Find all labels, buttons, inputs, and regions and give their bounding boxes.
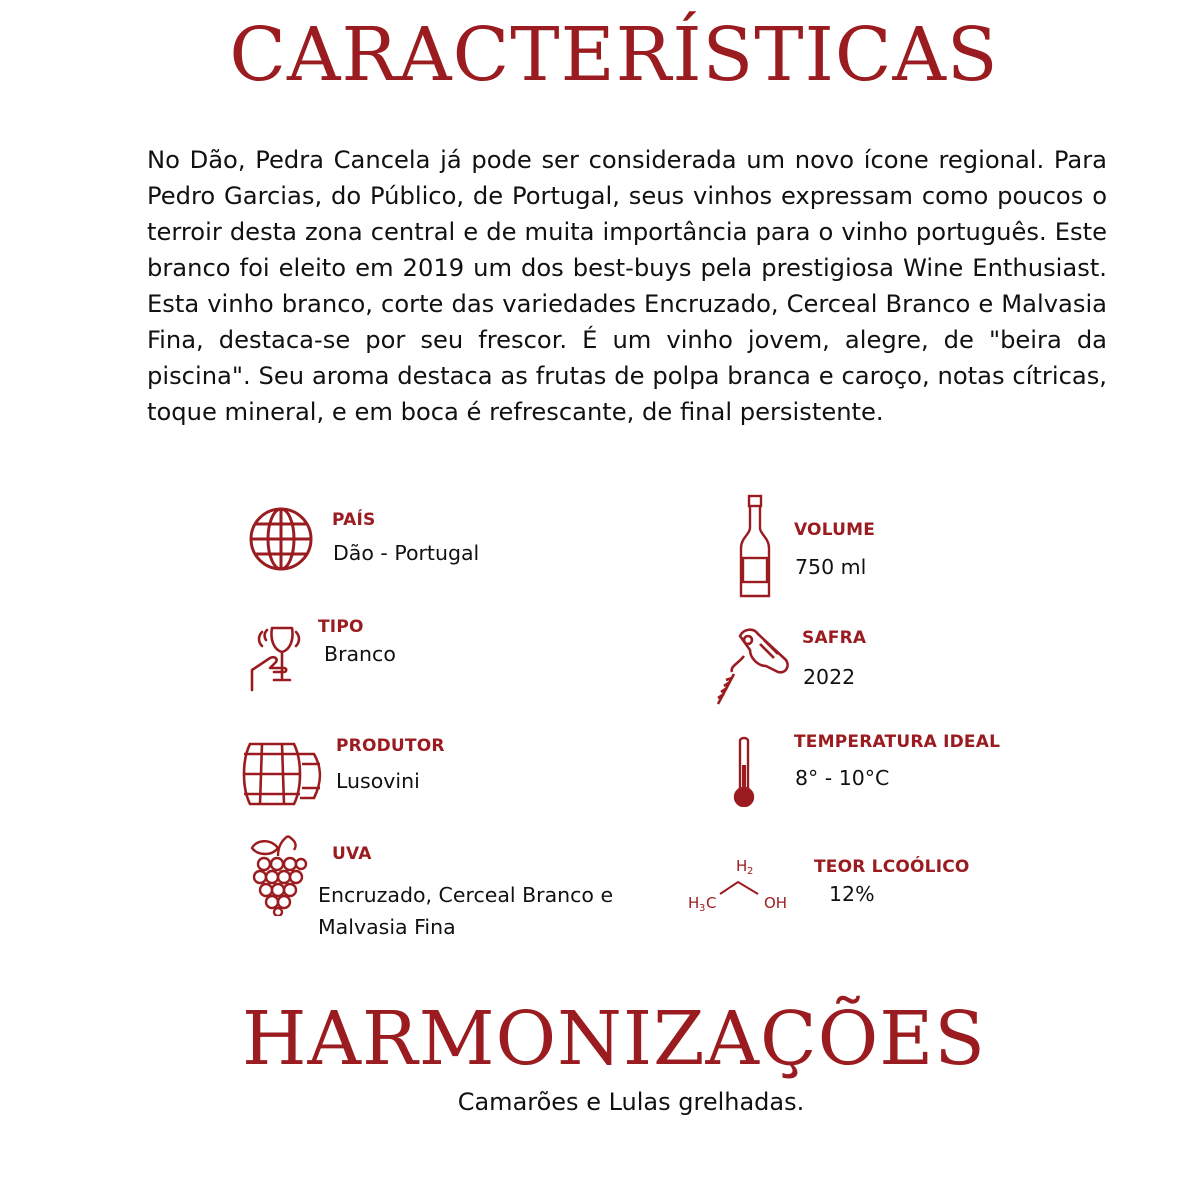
country-label: PAÍS bbox=[332, 510, 376, 530]
country-value: Dão - Portugal bbox=[333, 541, 480, 565]
ch2-h-text: H bbox=[736, 857, 748, 875]
grape-label: UVA bbox=[332, 844, 372, 864]
ch3-c-text: C bbox=[706, 894, 717, 912]
pairings-title: HARMONIZAÇÕES bbox=[242, 996, 986, 1082]
grapes-icon bbox=[248, 834, 308, 916]
ch2-sub-text: 2 bbox=[747, 866, 754, 877]
volume-label: VOLUME bbox=[794, 520, 876, 540]
grape-value: Encruzado, Cerceal Branco e Malvasia Fina bbox=[318, 883, 614, 939]
pairings-text: Camarões e Lulas grelhadas. bbox=[457, 1088, 805, 1116]
ch3-h-text: H bbox=[688, 894, 700, 912]
temperature-value: 8° - 10°C bbox=[795, 766, 890, 790]
alcohol-value: 12% bbox=[829, 882, 875, 906]
globe-icon bbox=[248, 506, 314, 572]
type-value: Branco bbox=[324, 642, 396, 666]
temperature-label: TEMPERATURA IDEAL bbox=[794, 732, 1001, 752]
oh-text: OH bbox=[764, 894, 788, 912]
type-label: TIPO bbox=[318, 617, 364, 637]
page-title: CARACTERÍSTICAS bbox=[229, 12, 999, 98]
bottle-icon bbox=[738, 494, 772, 600]
producer-value: Lusovini bbox=[336, 769, 420, 793]
thermometer-icon bbox=[732, 735, 756, 807]
corkscrew-icon bbox=[714, 626, 796, 708]
wine-description: No Dão, Pedra Cancela já pode ser considerada um novo ícone regional. Para Pedro Garcias, do Público, de Portugal, seus vinhos expressam como poucos o terroir desta zona central e de muita importância para o vinho português. Este branco foi eleito em 2019 um dos best-buys pela prestigiosa Wine Enthusiast. Esta vinho branco, corte das variedades Encruzado, Cerceal Branco e Malvasia Fina, destaca-se por seu frescor. É um vinho jovem, alegre, de "beira da piscina". Seu aroma destaca as frutas de polpa branca e caroço, notas cítricas, toque mineral, e em boca é refrescante, de final persistente. bbox=[147, 146, 1107, 426]
volume-value: 750 ml bbox=[795, 555, 867, 579]
producer-label: PRODUTOR bbox=[336, 736, 445, 756]
wine-tasting-icon bbox=[250, 622, 302, 692]
ch3-sub-text: 3 bbox=[699, 903, 706, 914]
alcohol-label: TEOR LCOÓLICO bbox=[814, 857, 970, 877]
vintage-value: 2022 bbox=[803, 665, 856, 689]
vintage-label: SAFRA bbox=[802, 628, 867, 648]
barrel-icon bbox=[242, 740, 324, 808]
ethanol-molecule-icon bbox=[686, 854, 796, 914]
